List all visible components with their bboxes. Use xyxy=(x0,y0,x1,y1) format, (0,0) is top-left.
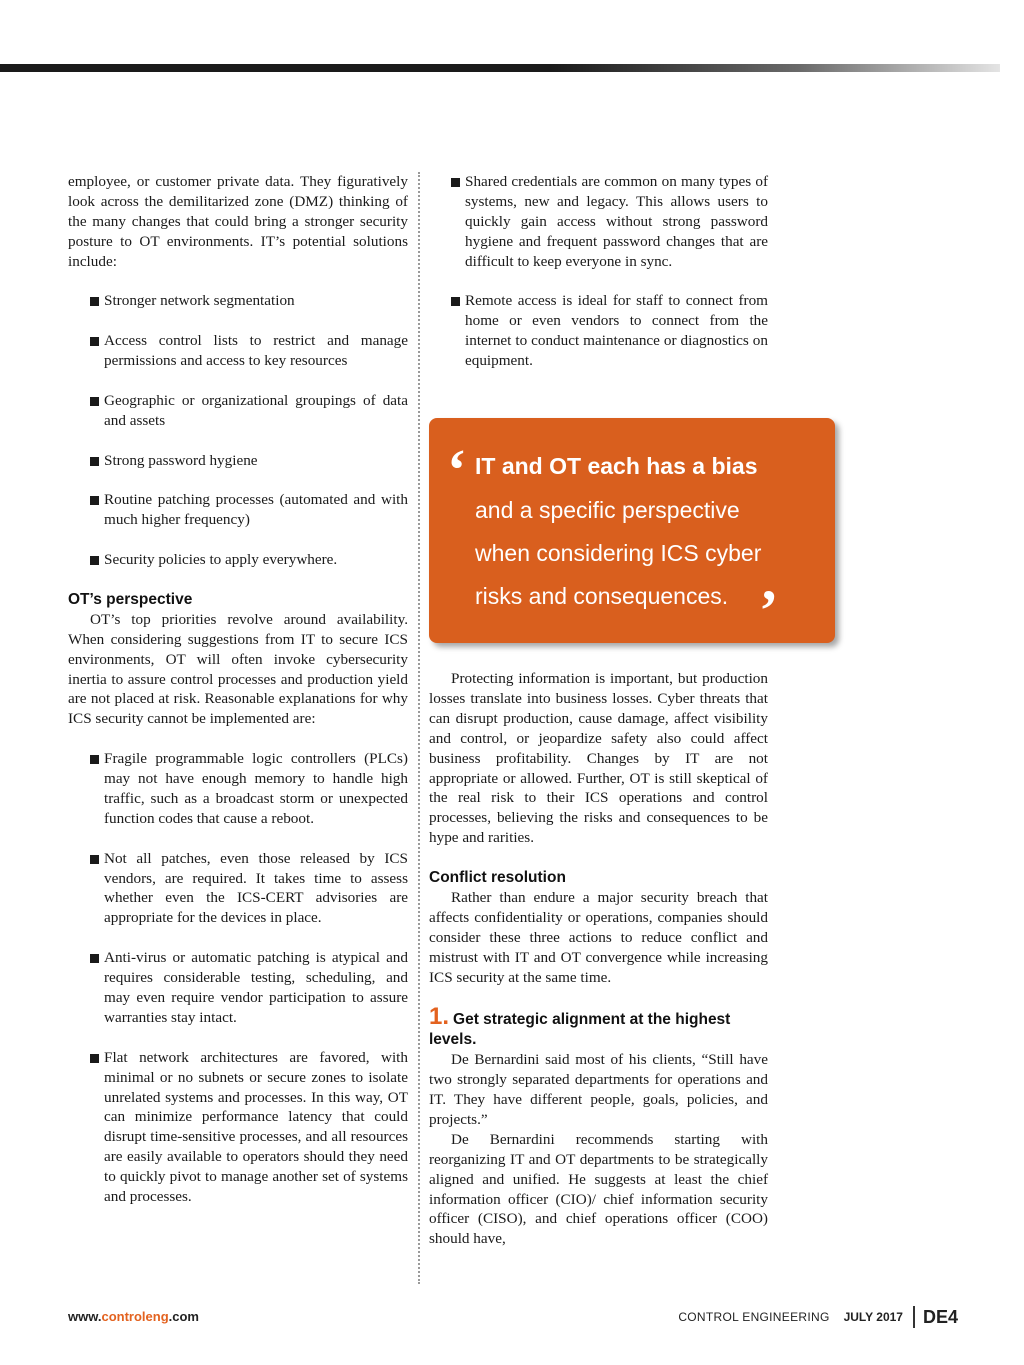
pull-quote xyxy=(429,418,835,643)
url-suffix: .com xyxy=(168,1309,199,1324)
pull-quote-line: and a specific perspective xyxy=(475,497,740,523)
list-item: Access control lists to restrict and manage permissions and access to key resources xyxy=(68,331,408,371)
list-item: Geographic or organizational groupings of data and assets xyxy=(68,391,408,431)
step-number: 1. xyxy=(429,1003,450,1031)
step-heading xyxy=(429,1003,768,1050)
list-item: Routine patching processes (automated and with much higher frequency) xyxy=(68,490,408,530)
url-brand: controleng xyxy=(101,1309,169,1324)
step-paragraph: De Bernardini recommends starting with reorganizing IT and OT departments to be strategically aligned and unified. He suggests at least the chief information officer (CIO)/ chief information security officer (CISO), and chief operations officer (COO) should have, xyxy=(429,1130,768,1248)
list-item: Flat network architectures are favored, with minimal or no subnets or secure zones to isolate unrelated systems and processes. In this way, OT can minimize performance latency that could disrupt time-sensitive processes, and all resources are easily available to operators should they need to quickly pivot to manage another set of systems and processes. xyxy=(68,1048,408,1207)
step-paragraph: De Bernardini said most of his clients, “Still have two strongly separated departments for operations and IT. They have different people, goals, policies, and projects.” xyxy=(429,1051,768,1128)
folio-separator xyxy=(913,1306,915,1328)
list-item: Fragile programmable logic controllers (PLCs) may not have enough memory to handle high traffic, such as a broadcast storm or unexpected function codes that cause a reboot. xyxy=(68,749,408,829)
url-prefix: www. xyxy=(68,1309,102,1324)
ot-paragraph: OT’s top priorities revolve around availability. When considering suggestions from IT to secure ICS environments, OT will often invoke cybersecurity inertia to assure control processes and production yield are not placed at risk. Reasonable explanations for why ICS security cannot be implemented are: xyxy=(68,610,408,728)
magazine-name: CONTROL ENGINEERING xyxy=(678,1310,830,1324)
page-number: DE4 xyxy=(922,1306,958,1327)
list-item: Remote access is ideal for staff to connect from home or even vendors to connect from the internet to conduct maintenance or diagnostics on equipment. xyxy=(429,291,768,371)
right-column-bottom xyxy=(429,669,768,1249)
right-column-top xyxy=(429,172,768,371)
pull-quote-line: when considering ICS cyber xyxy=(475,540,762,566)
column-divider xyxy=(418,172,420,1284)
list-item: Security policies to apply everywhere. xyxy=(68,550,408,570)
close-quote-icon: ’ xyxy=(759,578,779,643)
conflict-resolution-heading: Conflict resolution xyxy=(429,869,566,887)
left-column xyxy=(68,172,408,1207)
ot-perspective-heading: OT’s perspective xyxy=(68,590,193,608)
open-quote-icon: ‘ xyxy=(447,437,467,502)
list-item: Not all patches, even those released by ICS vendors, are required. It takes time to assess whether even the ICS-CERT advisories are appropriate for the devices in place. xyxy=(68,849,408,929)
step-heading-text: Get strategic alignment at the highest levels. xyxy=(429,1011,731,1049)
top-rule xyxy=(0,64,1000,72)
list-item: Anti-virus or automatic patching is atypical and requires considerable testing, scheduling, and may even require vendor participation to assure warranties stay intact. xyxy=(68,948,408,1028)
footer-url[interactable] xyxy=(68,1309,199,1324)
conflict-paragraph: Rather than endure a major security breach that affects confidentiality or operations, companies should consider these three actions to reduce conflict and mistrust with IT and OT convergence while increasing ICS security at the same time. xyxy=(429,888,768,986)
issue-date: JULY 2017 xyxy=(843,1310,903,1324)
protecting-paragraph: Protecting information is important, but production losses translate into business losses. Cyber threats that can disrupt production, cause damage, affect visibility and control, or jeopardize safety also could affect business profitability. Changes by IT are not appropriate or allowed. Further, OT is still skeptical of the real risk to their ICS operations and control processes, believing the risks and consequences to be hype and rarities. xyxy=(429,670,768,847)
intro-paragraph: employee, or customer private data. They figuratively look across the demilitarized zone (DMZ) thinking of the many changes that could bring a stronger security posture to OT environments. IT’s potential solutions include: xyxy=(68,173,408,270)
list-item: Strong password hygiene xyxy=(68,451,408,471)
pull-quote-line: risks and consequences. xyxy=(475,583,729,609)
list-item: Shared credentials are common on many types of systems, new and legacy. This allows users to quickly gain access without strong password hygiene and frequent password changes that are difficult to keep everyone in sync. xyxy=(429,172,768,272)
footer-folio xyxy=(678,1306,958,1328)
list-item: Stronger network segmentation xyxy=(68,291,408,311)
pull-quote-line: IT and OT each has a bias xyxy=(475,453,758,479)
